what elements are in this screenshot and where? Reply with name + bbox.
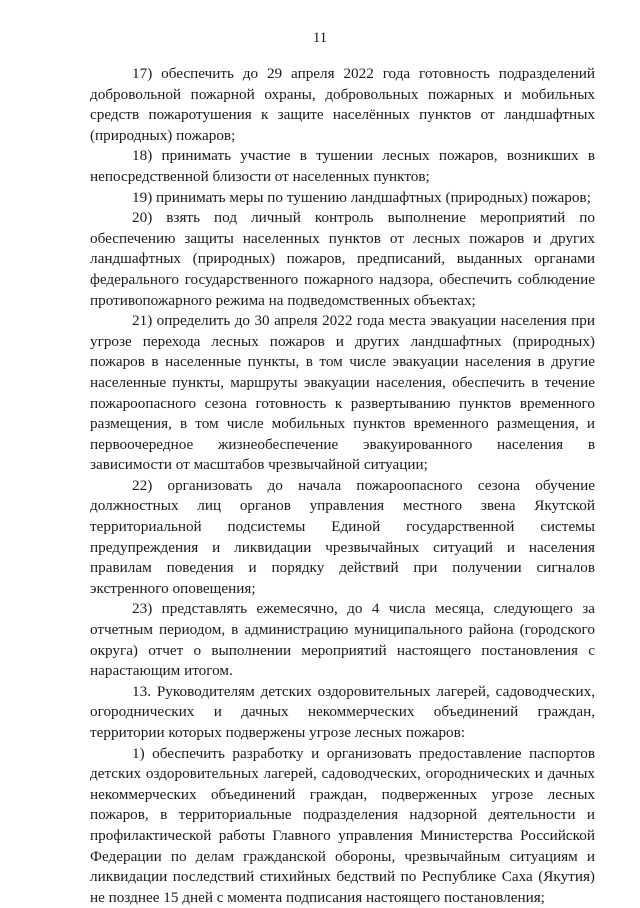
paragraph-item-20: 20) взять под личный контроль выполнение мероприятий по обеспечению защиты населенных пунктов от лесных пожаров и других ландшафтных (природных) пожаров, предписаний, выданных органами федерального государственного пожарного надзора, обеспечить соблюдение противопожарного режима на подведомственных объектах; bbox=[90, 209, 595, 309]
paragraph-item-23: 23) представлять ежемесячно, до 4 числа месяца, следующего за отчетным периодом, в администрацию муниципального района (городского округа) отчет о выполнении мероприятий настоящего постановления с нарастающим итогом. bbox=[90, 600, 595, 680]
document-body bbox=[90, 64, 595, 908]
paragraph-item-19: 19) принимать меры по тушению ландшафтных (природных) пожаров; bbox=[132, 188, 591, 206]
section-13-item-1: 1) обеспечить разработку и организовать предоставление паспортов детских оздоровительных лагерей, садоводческих, огороднических и дачных некоммерческих объединений граждан, подверженных угрозе лесных пожаров, в территориальные подразделения надзорной деятельности и профилактической работы Главного управления Министерства Российской Федерации по делам гражданской обороны, чрезвычайным ситуациям и ликвидации последствий стихийных бедствий по Республике Саха (Якутия) не позднее 15 дней с момента подписания настоящего постановления; bbox=[90, 744, 595, 906]
paragraph-item-18: 18) принимать участие в тушении лесных пожаров, возникших в непосредственной близости от населенных пунктов; bbox=[90, 147, 595, 185]
section-13-heading: 13. Руководителям детских оздоровительных лагерей, садоводческих, огороднических и дачных некоммерческих объединений граждан, территории которых подвержены угрозе лесных пожаров: bbox=[90, 682, 595, 741]
page-number: 11 bbox=[313, 30, 327, 46]
paragraph-item-21: 21) определить до 30 апреля 2022 года места эвакуации населения при угрозе перехода лесных пожаров и других ландшафтных (природных) пожаров в населенные пункты, в том числе эвакуации населения в другие населенные пункты, маршруты эвакуации населения, обеспечить в течение пожароопасного сезона готовность к развертыванию пунктов временного размещения, в том числе мобильных пунктов временного размещения, и первоочередное жизнеобеспечение эвакуированного населения в зависимости от масштабов чрезвычайной ситуации; bbox=[90, 312, 595, 474]
paragraph-item-17: 17) обеспечить до 29 апреля 2022 года готовность подразделений добровольной пожарной охраны, добровольных пожарных и мобильных средств пожаротушения к защите населённых пунктов от ландшафтных (природных) пожаров; bbox=[90, 65, 595, 144]
paragraph-item-22: 22) организовать до начала пожароопасного сезона обучение должностных лиц органов управления местного звена Якутской территориальной подсистемы Единой государственной системы предупреждения и ликвидации чрезвычайных ситуаций и населения правилам поведения и порядку действий при получении сигналов экстренного оповещения; bbox=[90, 476, 595, 597]
